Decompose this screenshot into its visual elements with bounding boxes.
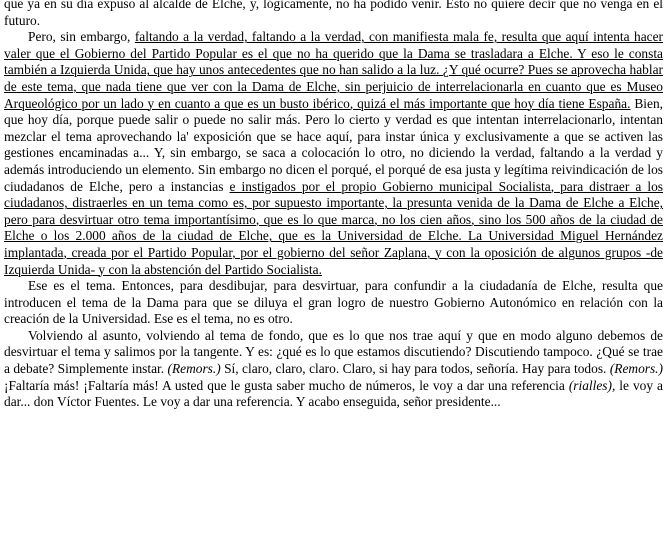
text-run: le voy a dar... don Víctor Fuentes. Le voy a dar una referencia. Y acabo enseguida, señor presidente... bbox=[4, 377, 663, 410]
text-run: Sí, claro, claro, claro. Claro, si hay para todos, señoría. Hay para todos. bbox=[220, 361, 610, 377]
italic-aside: (Remors.) bbox=[167, 361, 221, 377]
underlined-text-run: faltando a la verdad, faltando a la verdad, con manifiesta mala fe, resulta que aquí intenta hacer valer que el Gobierno del Partido Popular es el que no ha querido que la Dama se trasladara a Elche. Y eso le consta también a Izquierda Unida, que hay unos antecedentes que no han salido a la luz. ¿Y qué ocurre? Pues se aprovecha hablar de este tema, que nada tiene que ver con la Dama de Elche, sin perjuicio de interrelacionarla en cuanto que es Museo Arqueológico por un lado y en cuanto a que es un busto ibérico, quizá el más importante que hoy día tiene España. bbox=[4, 29, 663, 111]
text-run: ¡Faltaría más! ¡Faltaría más! A usted que le gusta saber mucho de números, le voy a dar una referencia bbox=[4, 377, 569, 393]
paragraph-4 bbox=[4, 328, 663, 411]
text-run: Pero, sin embargo, bbox=[28, 29, 135, 45]
paragraph-2 bbox=[4, 29, 663, 278]
text-run: Volviendo al asunto, volviendo al tema de fondo, que es lo que nos trae aquí y que en modo alguno debemos de desvirtuar el tema y salimos por la tangente. Y es: ¿qué es lo que estamos discutiendo? Discutiendo tampoco. ¿Qué se trae a debate? Simplemente instar. bbox=[4, 327, 663, 377]
text-run: Bien, que hoy día, porque puede salir o puede no salir más. Pero lo cierto y verdad es que intentan interrelacionarlo, intentan mezclar el tema aprovechando la' exposición que se hace aquí, para instar única y exclusivamente a que se activen las gestiones encaminadas a... Y, sin embargo, se saca a colocación lo otro, no diciendo la verdad, faltando a la verdad y además introduciendo un elemento. Sin embargo no dicen el porqué, el porqué de esa justa y legítima reivindicación de los ciudadanos de Elche, pero a instancias bbox=[4, 95, 663, 194]
paragraph-1 bbox=[4, 0, 663, 29]
document-body bbox=[4, 0, 663, 411]
italic-aside: (Remors.) bbox=[609, 361, 663, 377]
paragraph-3 bbox=[4, 278, 663, 328]
text-run: Ese es el tema. Entonces, para desdibujar, para desvirtuar, para confundir a la ciudadanía de Elche, resulta que introducen el tema de la Dama para que se diluya el gran logro de nuestro Gobierno Autonómico en relación con la creación de la Universidad. Ese es el tema, no es otro. bbox=[4, 278, 663, 327]
text-run: que ya en su día expuso al alcalde de Elche, y, lógicamente, no ha podido venir. Esto no quiere decir que no venga en el futuro. bbox=[4, 0, 663, 28]
italic-aside: (rialles), bbox=[568, 377, 616, 393]
underlined-text-run: e instigados por el propio Gobierno municipal Socialista, para distraer a los ciudadanos, distraerles en un tema como es, por supuesto importante, la presunta venida de la Dama de Elche a Elche, pero para desvirtuar otro tema importantísimo, que es lo que marca, no los cien años, sino los 500 años de la ciudad de Elche o los 2.000 años de la ciudad de Elche, que es la Universidad de Elche. La Universidad Miguel Hernández implantada, creada por el Partido Popular, por el gobierno del señor Zaplana, y con la oposición de algunos grupos -de Izquierda Unida- y con la abstención del Partido Socialista. bbox=[4, 178, 663, 277]
